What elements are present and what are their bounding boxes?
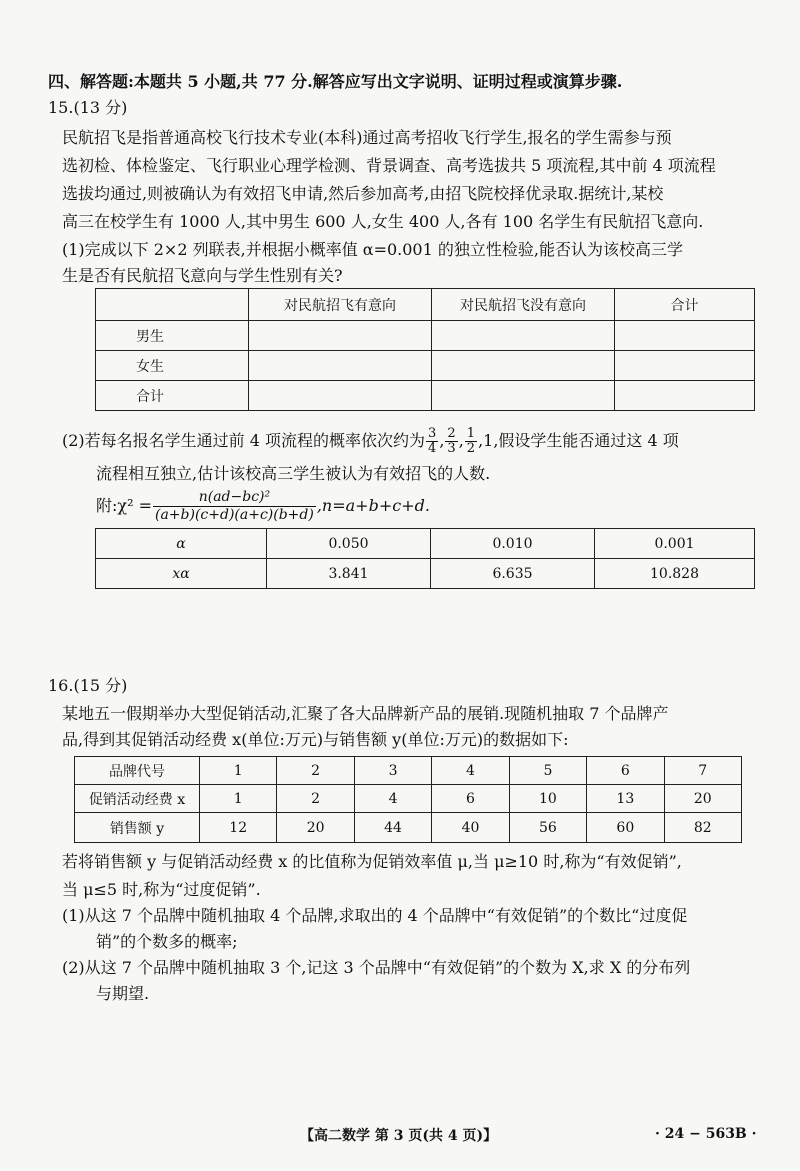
brand-cell: 5 <box>509 757 586 785</box>
contingency-header-total: 合计 <box>615 289 755 321</box>
crit-alpha-value: 0.001 <box>595 529 755 559</box>
crit-x-value: 6.635 <box>431 559 595 589</box>
contingency-cell <box>615 321 755 351</box>
crit-alpha-value: 0.010 <box>431 529 595 559</box>
fraction-3 <box>465 427 477 456</box>
brand-cell: 1 <box>200 785 277 813</box>
brand-cell: 6 <box>432 785 509 813</box>
brand-cell: 13 <box>587 785 664 813</box>
crit-row-alpha <box>96 529 755 559</box>
q16-part1-line-1: (1)从这 7 个品牌中随机抽取 4 个品牌,求取出的 4 个品牌中“有效促销”的个数比“过度促 <box>62 906 688 925</box>
brand-cell: 2 <box>277 757 354 785</box>
crit-alpha-value: 0.050 <box>267 529 431 559</box>
brand-cell: 56 <box>509 813 586 843</box>
formula-fraction <box>153 489 316 524</box>
brand-cell: 6 <box>587 757 664 785</box>
q15-number: 15.(13 分) <box>48 98 128 117</box>
contingency-row-label: 合计 <box>96 381 249 411</box>
brand-row-label: 销售额 y <box>75 813 200 843</box>
formula-prefix: 附:χ² = <box>96 496 152 515</box>
brand-cell: 82 <box>664 813 741 843</box>
brand-row-code <box>75 757 742 785</box>
q15-part2-line-1: (2)若每名报名学生通过前 4 项流程的概率依次约为 $\frac{3}{4}$ , $\frac{2}{3}$ , $\frac{1}{2}$ ,1,假设学生能否通过这 4 项 <box>62 426 679 456</box>
q16-part2-line-1: (2)从这 7 个品牌中随机抽取 3 个,记这 3 个品牌中“有效促销”的个数为 X,求 X 的分布列 <box>62 958 691 977</box>
fraction-2-num: 2 <box>447 426 456 441</box>
contingency-row-label: 男生 <box>96 321 249 351</box>
q16-after-line-1: 若将销售额 y 与促销活动经费 x 的比值称为促销效率值 μ,当 μ≥10 时,称为“有效促销”, <box>62 852 682 871</box>
brand-cell: 3 <box>354 757 431 785</box>
brand-row-y <box>75 813 742 843</box>
fraction-2-den: 3 <box>447 441 456 456</box>
contingency-header-row <box>96 289 755 321</box>
page-footer: 【高二数学 第 3 页(共 4 页)】 <box>300 1128 498 1144</box>
section-heading: 四、解答题:本题共 5 小题,共 77 分.解答应写出文字说明、证明过程或演算步骤. <box>48 72 623 91</box>
brand-cell: 10 <box>509 785 586 813</box>
brand-cell: 4 <box>354 785 431 813</box>
brand-data-table <box>74 756 742 843</box>
q16-intro-line-2: 品,得到其促销活动经费 x(单位:万元)与销售额 y(单位:万元)的数据如下: <box>62 730 569 749</box>
q15-intro-line-3: 选拔均通过,则被确认为有效招飞申请,然后参加高考,由招飞院校择优录取.据统计,某校 <box>62 184 664 203</box>
brand-row-x <box>75 785 742 813</box>
contingency-row <box>96 321 755 351</box>
contingency-cell <box>432 351 615 381</box>
brand-cell: 1 <box>200 757 277 785</box>
contingency-cell <box>249 381 432 411</box>
q15-part1-line-2: 生是否有民航招飞意向与学生性别有关? <box>62 266 343 285</box>
contingency-cell <box>615 351 755 381</box>
brand-cell: 4 <box>432 757 509 785</box>
fraction-3-den: 2 <box>466 441 476 456</box>
contingency-table <box>95 288 755 411</box>
fraction-1-den: 4 <box>428 441 437 456</box>
brand-cell: 12 <box>200 813 277 843</box>
q15-part2-line-2: 流程相互独立,估计该校高三学生被认为有效招飞的人数. <box>96 464 491 483</box>
q15-part2-mid: ,1,假设学生能否通过这 4 项 <box>478 431 679 450</box>
crit-x-value: 10.828 <box>595 559 755 589</box>
contingency-cell <box>432 321 615 351</box>
contingency-header-not-interested: 对民航招飞没有意向 <box>432 289 615 321</box>
chi-square-formula <box>96 486 430 526</box>
brand-cell: 44 <box>354 813 431 843</box>
q15-intro-line-2: 选初检、体检鉴定、飞行职业心理学检测、背景调查、高考选拔共 5 项流程,其中前 4 项流程 <box>62 156 716 175</box>
q16-part2-line-2: 与期望. <box>96 984 150 1003</box>
exam-code: · 24 − 563B · <box>655 1126 757 1142</box>
q15-intro-line-4: 高三在校学生有 1000 人,其中男生 600 人,女生 400 人,各有 100 名学生有民航招飞意向. <box>62 212 704 231</box>
fraction-3-num: 1 <box>466 426 476 441</box>
contingency-cell <box>249 321 432 351</box>
crit-x-value: 3.841 <box>267 559 431 589</box>
formula-denominator: (a+b)(c+d)(a+c)(b+d) <box>155 507 314 523</box>
contingency-header-interested: 对民航招飞有意向 <box>249 289 432 321</box>
formula-numerator: n(ad−bc)² <box>153 489 316 507</box>
brand-row-label: 促销活动经费 x <box>75 785 200 813</box>
q15-part2-prefix: (2)若每名报名学生通过前 4 项流程的概率依次约为 <box>62 431 426 450</box>
q15-intro-line-1: 民航招飞是指普通高校飞行技术专业(本科)通过高考招收飞行学生,报名的学生需参与预 <box>62 128 672 147</box>
contingency-cell <box>615 381 755 411</box>
crit-row-x <box>96 559 755 589</box>
brand-cell: 20 <box>664 785 741 813</box>
contingency-row <box>96 351 755 381</box>
crit-alpha-label: α <box>96 529 267 559</box>
brand-cell: 2 <box>277 785 354 813</box>
q16-number: 16.(15 分) <box>48 676 128 695</box>
contingency-cell <box>432 381 615 411</box>
q15-part1-line-1: (1)完成以下 2×2 列联表,并根据小概率值 α=0.001 的独立性检验,能否认为该校高三学 <box>62 240 683 259</box>
q16-intro-line-1: 某地五一假期举办大型促销活动,汇聚了各大品牌新产品的展销.现随机抽取 7 个品牌产 <box>62 704 669 723</box>
fraction-1 <box>426 427 438 456</box>
brand-cell: 40 <box>432 813 509 843</box>
crit-x-label: xα <box>96 559 267 589</box>
brand-row-label: 品牌代号 <box>75 757 200 785</box>
q16-part1-line-2: 销”的个数多的概率; <box>96 932 238 951</box>
q16-after-line-2: 当 μ≤5 时,称为“过度促销”. <box>62 880 261 899</box>
brand-cell: 60 <box>587 813 664 843</box>
contingency-cell <box>249 351 432 381</box>
formula-suffix: ,n=a+b+c+d. <box>316 496 430 515</box>
fraction-1-num: 3 <box>428 426 437 441</box>
brand-cell: 20 <box>277 813 354 843</box>
contingency-header-blank <box>96 289 249 321</box>
fraction-2 <box>445 427 457 456</box>
brand-cell: 7 <box>664 757 741 785</box>
contingency-row-label: 女生 <box>96 351 249 381</box>
critical-value-table <box>95 528 755 589</box>
contingency-row <box>96 381 755 411</box>
